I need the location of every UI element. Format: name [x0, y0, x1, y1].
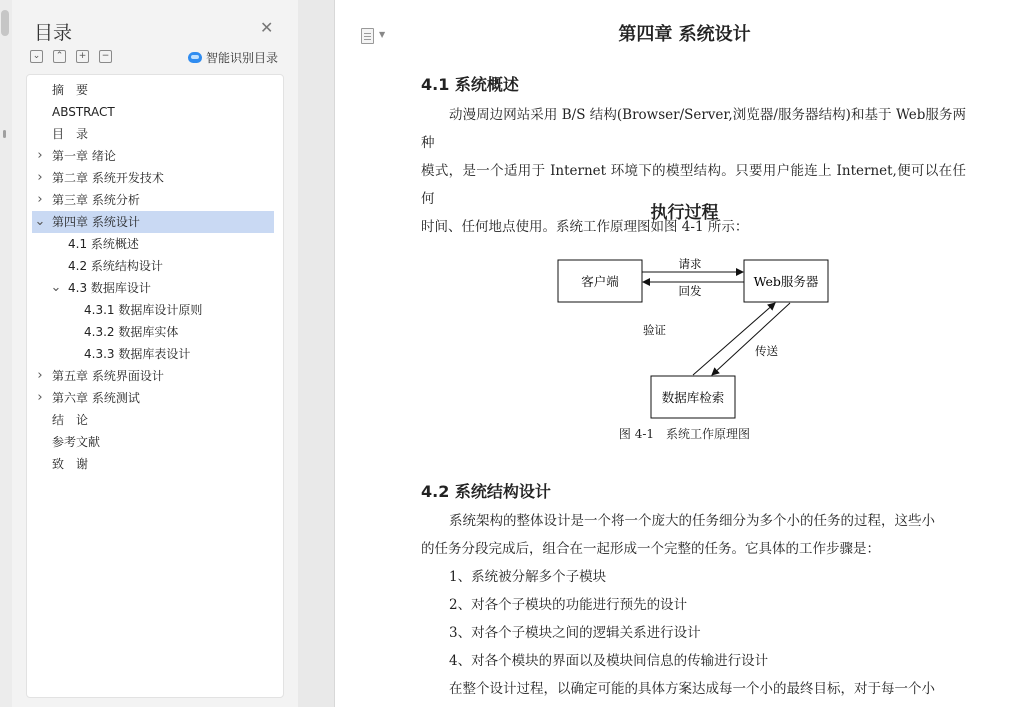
verify-arrow	[693, 303, 775, 375]
toc-item-label: 4.3.1 数据库设计原则	[84, 303, 203, 317]
close-icon[interactable]: ✕	[260, 18, 274, 37]
paragraph-line: 动漫周边网站采用 B/S 结构(Browser/Server,浏览器/服务器结构)和基于 Web服务两种	[421, 107, 966, 151]
toc-item-label: 第六章 系统测试	[52, 391, 140, 405]
toc-item-label: 第三章 系统分析	[52, 193, 140, 207]
chevron-down-icon[interactable]: ⌄	[34, 214, 46, 229]
toc-item-label: 4.2 系统结构设计	[68, 259, 163, 273]
toc-list	[32, 79, 274, 475]
closing-line: 在整个设计过程，以确定可能的具体方案达成每一个小的最终目标，对于每一个小	[449, 681, 935, 697]
paragraph-line: 的任务分段完成后，组合在一起形成一个完整的任务。它具体的工作步骤是：	[421, 541, 880, 557]
server-label: Web服务器	[753, 274, 819, 289]
expand-up-button[interactable]: ⌃	[53, 50, 66, 63]
toc-item[interactable]	[32, 255, 274, 277]
section-paragraph-4-2	[421, 507, 966, 563]
toc-title: 目录	[34, 22, 73, 44]
toc-item-label: 致 谢	[52, 457, 89, 471]
verify-label: 验证	[643, 323, 666, 337]
toc-item[interactable]	[32, 233, 274, 255]
chapter-title: 第四章 系统设计	[618, 24, 751, 45]
smart-recognize-icon	[188, 52, 202, 63]
panel-gutter	[298, 0, 334, 707]
add-entry-button[interactable]: +	[76, 50, 89, 63]
toc-item[interactable]	[32, 79, 274, 101]
toc-item[interactable]	[32, 431, 274, 453]
toc-item[interactable]	[32, 321, 274, 343]
remove-entry-button[interactable]: −	[99, 50, 112, 63]
toc-item[interactable]	[32, 277, 274, 299]
toc-item-label: 第二章 系统开发技术	[52, 171, 164, 185]
toc-item[interactable]	[32, 123, 274, 145]
toc-item[interactable]	[32, 343, 274, 365]
collapse-all-button[interactable]: ⌄	[30, 50, 43, 63]
request-label: 请求	[678, 257, 702, 271]
client-label: 客户端	[581, 274, 619, 289]
edge-scrollbar[interactable]	[1, 10, 9, 36]
left-edge-strip	[0, 0, 12, 707]
paragraph-line: 模式，是一个适用于 Internet 环境下的模型结构。只要用户能连上 Internet,便可以在任何	[421, 163, 966, 207]
toc-item[interactable]	[32, 453, 274, 475]
toc-item-label: 参考文献	[52, 435, 101, 449]
toc-item[interactable]	[32, 167, 274, 189]
document-page	[334, 0, 1033, 707]
toc-item-label: 第四章 系统设计	[52, 215, 140, 229]
transfer-arrow	[712, 303, 790, 375]
chevron-right-icon[interactable]: ›	[37, 390, 43, 405]
step-item: 4、对各个模块的界面以及模块间信息的传输进行设计	[449, 653, 769, 669]
chevron-down-icon[interactable]: ⌄	[50, 280, 62, 295]
toc-item-label: 结 论	[52, 413, 89, 427]
smart-toc-button[interactable]	[188, 49, 278, 66]
smart-toc-label: 智能识别目录	[206, 51, 279, 65]
toc-item-label: 4.3 数据库设计	[68, 281, 151, 295]
section-heading-4-1: 4.1 系统概述	[421, 75, 519, 94]
figure-title: 执行过程	[650, 203, 719, 223]
figure-caption: 图 4-1 系统工作原理图	[618, 427, 751, 441]
chevron-right-icon[interactable]: ›	[37, 148, 43, 163]
toc-item[interactable]	[32, 189, 274, 211]
system-diagram	[535, 250, 835, 422]
paragraph-line: 系统架构的整体设计是一个将一个庞大的任务细分为多个小的任务的过程，这些小	[449, 513, 935, 529]
chevron-right-icon[interactable]: ›	[37, 170, 43, 185]
step-item: 3、对各个子模块之间的逻辑关系进行设计	[449, 625, 701, 641]
edge-handle[interactable]	[3, 130, 6, 138]
chevron-right-icon[interactable]: ›	[37, 192, 43, 207]
step-item: 1、系统被分解多个子模块	[449, 569, 607, 585]
toc-item-label: 第一章 绪论	[52, 149, 116, 163]
chevron-right-icon[interactable]: ›	[37, 368, 43, 383]
chevron-down-icon[interactable]: ▼	[379, 30, 386, 39]
transfer-label: 传送	[755, 344, 778, 358]
section-heading-4-2: 4.2 系统结构设计	[421, 482, 551, 501]
toc-panel	[12, 0, 298, 707]
paragraph-line: 时间、任何地点使用。系统工作原理图如图 4-1 所示：	[421, 219, 749, 235]
toc-item[interactable]	[32, 365, 274, 387]
toc-item-label: 4.3.3 数据库表设计	[84, 347, 191, 361]
toc-item-label: 摘 要	[52, 83, 89, 97]
toc-item[interactable]	[32, 101, 274, 123]
toc-item[interactable]	[32, 387, 274, 409]
toc-item[interactable]	[32, 145, 274, 167]
reply-label: 回发	[678, 284, 702, 298]
toc-item-label: 目 录	[52, 127, 89, 141]
toc-item-label: ABSTRACT	[52, 105, 115, 119]
toc-item-label: 第五章 系统界面设计	[52, 369, 164, 383]
step-item: 2、对各个子模块的功能进行预先的设计	[449, 597, 688, 613]
toc-toolbar	[30, 50, 112, 63]
toc-item[interactable]	[32, 409, 274, 431]
toc-item[interactable]	[32, 299, 274, 321]
toc-item-label: 4.1 系统概述	[68, 237, 139, 251]
database-label: 数据库检索	[661, 390, 725, 405]
toc-item-label: 4.3.2 数据库实体	[84, 325, 179, 339]
toc-item[interactable]	[32, 211, 274, 233]
